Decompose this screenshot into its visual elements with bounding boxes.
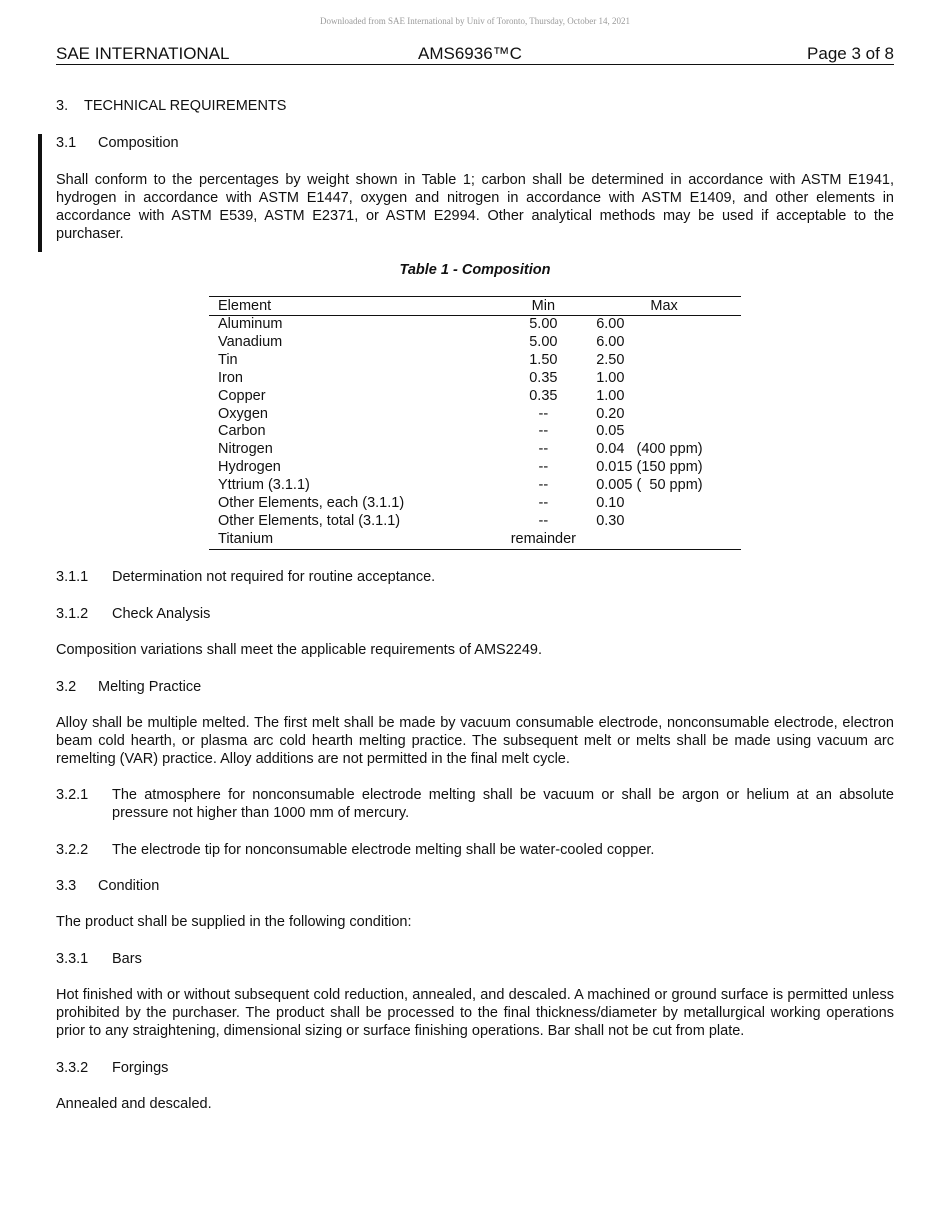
section-number: 3.3.2 [56, 1060, 89, 1076]
melting-practice-paragraph: Alloy shall be multiple melted. The first melt shall be made by vacuum consumable electrode, nonconsumable electrode, electron beam cold hearth, or plasma arc cold hearth melting practice. The subsequent melt or melts shall be made using vacuum arc remelting (VAR) practice. Alloy additions are not permitted in the final melt cycle. [56, 715, 894, 767]
cell-max: 0.015 (150 ppm) [596, 459, 703, 476]
section-title: Check Analysis [112, 606, 211, 622]
cell-element: Oxygen [218, 405, 268, 422]
section-3-2-1-number [56, 786, 88, 804]
cell-element: Titanium [209, 531, 500, 549]
cell-element: Other Elements, each (3.1.1) [218, 495, 405, 512]
cell-element: Iron [218, 369, 243, 386]
table-row [209, 531, 741, 549]
cell-min: -- [538, 423, 549, 440]
section-text: Determination not required for routine acceptance. [112, 569, 436, 585]
cell-element: Nitrogen [218, 441, 273, 458]
section-number: 3.2.2 [56, 842, 89, 858]
cell-element: Hydrogen [218, 459, 281, 476]
cell-max: 0.04 (400 ppm) [596, 441, 703, 458]
cell-max: 0.10 [596, 495, 625, 512]
cell-min: -- [538, 495, 549, 512]
table-row [209, 477, 741, 495]
cell-max: 1.00 [596, 369, 625, 386]
cell-max: 6.00 [596, 316, 625, 332]
cell-min: 0.35 [529, 369, 558, 386]
section-3-2-heading [56, 678, 201, 696]
section-title: TECHNICAL REQUIREMENTS [84, 98, 287, 114]
condition-paragraph: The product shall be supplied in the following condition: [56, 914, 412, 930]
section-3-2-1-text: The atmosphere for nonconsumable electrode melting shall be vacuum or shall be argon or helium at an absolute pressure not higher than 1000 mm of mercury. [112, 787, 894, 821]
cell-min: -- [538, 459, 549, 476]
section-number: 3. [56, 98, 69, 114]
download-watermark: Downloaded from SAE International by Univ of Toronto, Thursday, October 14, 2021 [320, 16, 630, 26]
cell-min: 1.50 [529, 351, 558, 368]
cell-min: -- [538, 405, 549, 422]
table-row [209, 406, 741, 424]
bars-paragraph: Hot finished with or without subsequent cold reduction, annealed, and descaled. A machined or ground surface is permitted unless prohibited by the purchaser. The product shall be processed to the final thickness/diameter by metallurgical working operations prior to any straightening, dimensional sizing or surface finishing operations. Bar shall not be cut from plate. [56, 987, 894, 1039]
cell-max: 0.30 [596, 512, 625, 529]
table-caption: Table 1 - Composition [399, 262, 551, 278]
table-row [209, 334, 741, 352]
table-row [209, 441, 741, 459]
cell-min: 5.00 [529, 316, 558, 332]
section-number: 3.2 [56, 679, 77, 695]
revision-change-bar [38, 134, 42, 252]
cell-max: 0.20 [596, 405, 625, 422]
cell-min: 5.00 [529, 333, 558, 350]
table-row [209, 370, 741, 388]
cell-element: Carbon [218, 423, 266, 440]
cell-element: Tin [218, 351, 238, 368]
section-number: 3.3.1 [56, 951, 89, 967]
header-org: SAE INTERNATIONAL [56, 44, 230, 63]
table-row [209, 352, 741, 370]
section-3-1-heading [56, 134, 179, 152]
section-number: 3.3 [56, 878, 77, 894]
section-3-heading [56, 97, 286, 115]
header-doc-number: AMS6936™C [418, 44, 522, 63]
forgings-paragraph: Annealed and descaled. [56, 1096, 212, 1112]
section-title: Forgings [112, 1060, 169, 1076]
table-row [209, 495, 741, 513]
cell-max [587, 531, 741, 549]
composition-paragraph: Shall conform to the percentages by weight shown in Table 1; carbon shall be determined in accordance with ASTM E1941, hydrogen in accordance with ASTM E1447, oxygen and nitrogen in accordance with ASTM E1409, and other elements in accordance with ASTM E539, ASTM E2371, or ASTM E2994. Other analytical methods may be used if acceptable to the purchaser. [56, 172, 894, 242]
column-header-min: Min [500, 297, 588, 316]
table-row [209, 316, 741, 334]
cell-element: Other Elements, total (3.1.1) [218, 512, 401, 529]
table-row [209, 513, 741, 531]
cell-min: -- [538, 477, 549, 494]
cell-max: 6.00 [596, 333, 625, 350]
cell-element: Copper [218, 387, 266, 404]
column-header-max: Max [587, 297, 741, 316]
section-3-1-2-heading [56, 605, 210, 623]
section-title: Bars [112, 951, 142, 967]
cell-min: remainder [500, 531, 588, 549]
cell-element: Vanadium [218, 333, 283, 350]
column-header-element: Element [209, 297, 500, 316]
cell-min: -- [538, 441, 549, 458]
table-row [209, 388, 741, 406]
cell-min: -- [538, 512, 549, 529]
cell-max: 0.005 ( 50 ppm) [596, 477, 703, 494]
cell-max: 0.05 [596, 423, 625, 440]
section-number: 3.1.1 [56, 569, 89, 585]
section-3-3-heading [56, 877, 159, 895]
table-row [209, 423, 741, 441]
cell-max: 1.00 [596, 387, 625, 404]
section-title: Condition [98, 878, 160, 894]
page-header [56, 44, 894, 65]
check-analysis-paragraph: Composition variations shall meet the applicable requirements of AMS2249. [56, 642, 543, 658]
cell-min: 0.35 [529, 387, 558, 404]
header-page-number: Page 3 of 8 [807, 44, 894, 63]
section-number: 3.2.1 [56, 787, 89, 803]
composition-table [209, 296, 741, 550]
section-3-2-2-text: The electrode tip for nonconsumable electrode melting shall be water-cooled copper. [112, 842, 655, 858]
cell-element: Aluminum [218, 316, 283, 332]
section-3-1-1 [56, 568, 435, 586]
table-row [209, 459, 741, 477]
section-3-2-2-number [56, 841, 88, 859]
section-3-3-2-heading [56, 1059, 168, 1077]
section-number: 3.1.2 [56, 606, 89, 622]
section-number: 3.1 [56, 135, 77, 151]
section-title: Melting Practice [98, 679, 202, 695]
section-3-3-1-heading [56, 950, 142, 968]
cell-max: 2.50 [596, 351, 625, 368]
section-title: Composition [98, 135, 179, 151]
cell-element: Yttrium (3.1.1) [218, 477, 310, 494]
table-header-row [209, 297, 741, 316]
